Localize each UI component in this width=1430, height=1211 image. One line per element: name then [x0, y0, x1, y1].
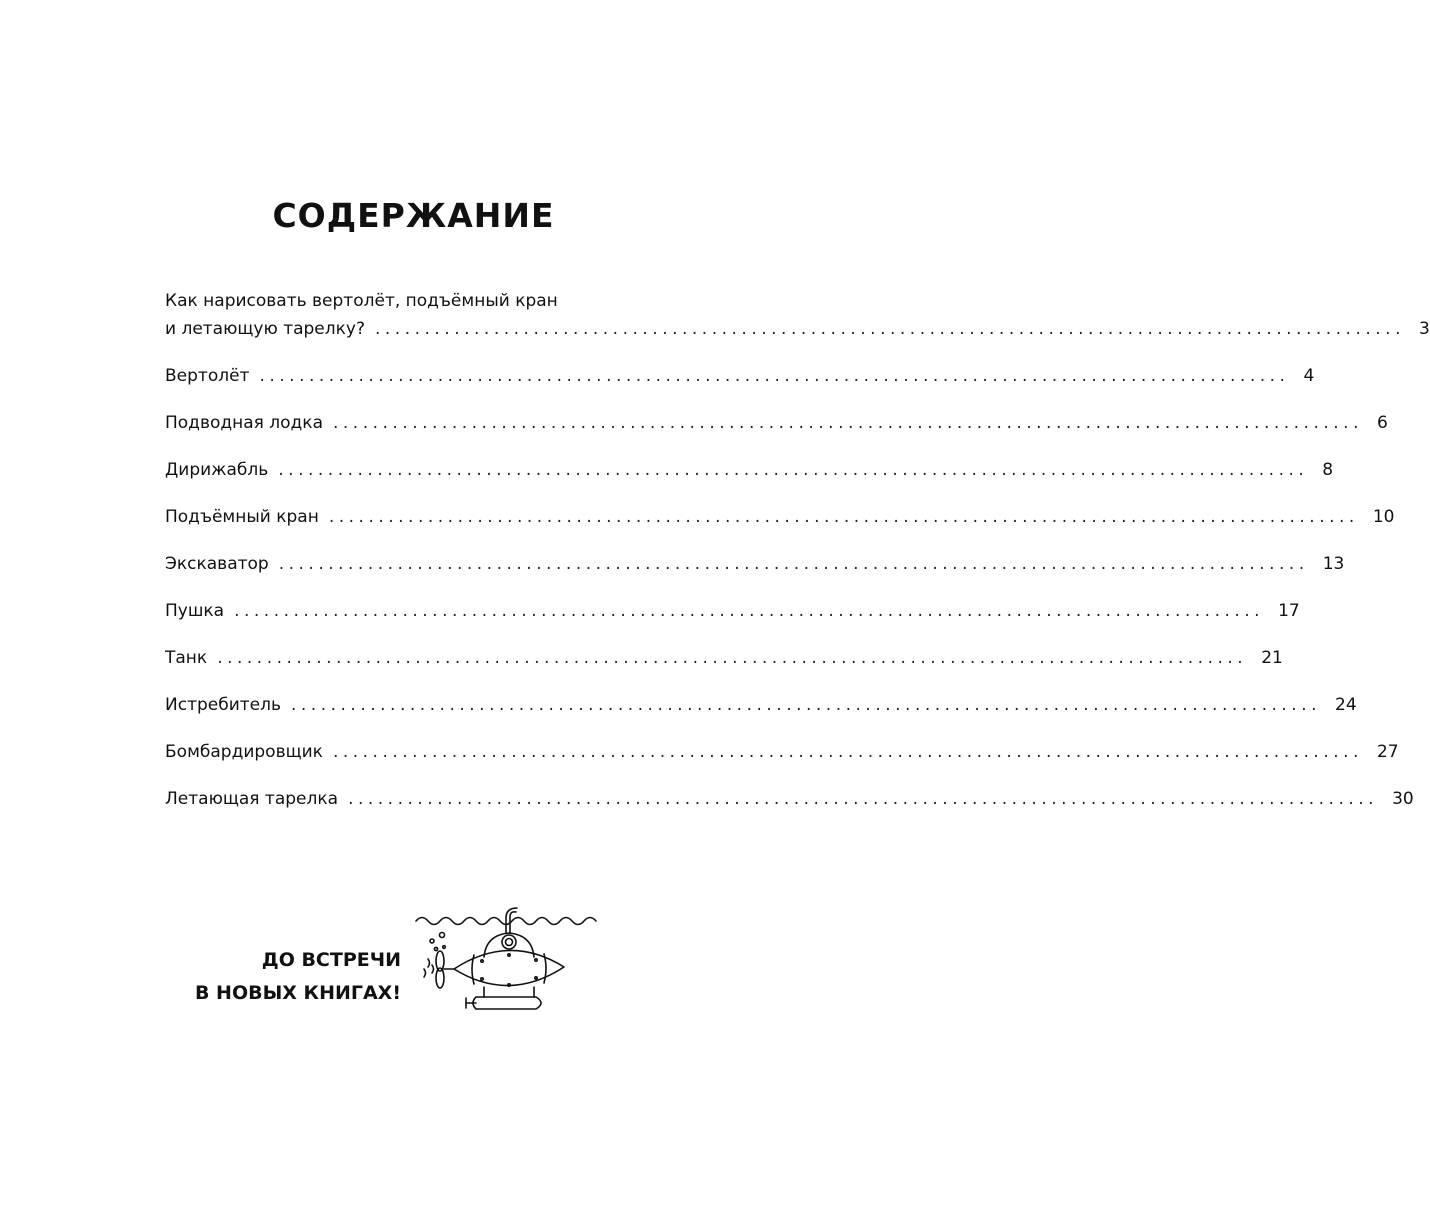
toc-entry-page: 17 [1278, 601, 1300, 621]
dot-leader: ........................................................................................................ [332, 413, 1363, 433]
toc-entry-page: 3 [1418, 319, 1430, 339]
toc-entry-page: 27 [1376, 742, 1399, 762]
toc-entry-page: 13 [1322, 554, 1345, 574]
toc-entry [165, 506, 1395, 528]
toc-entry [165, 553, 1345, 575]
toc-entry-page: 8 [1322, 460, 1334, 480]
toc-entry [165, 694, 1357, 716]
toc-entry-label: Летающая тарелка [165, 789, 339, 809]
toc-entry-label: Истребитель [165, 695, 281, 715]
dot-leader: ........................................................................................................ [291, 695, 1321, 715]
toc-entry [165, 600, 1300, 622]
toc-entry [165, 788, 1414, 810]
toc-entry-page: 30 [1392, 789, 1414, 809]
dot-leader: ........................................................................................................ [374, 319, 1405, 339]
toc-entry-line1: Как нарисовать вертолёт, подъёмный кран [165, 291, 558, 311]
toc-entry-page: 10 [1372, 507, 1395, 527]
toc-entry-label: Бомбардировщик [165, 742, 323, 762]
toc-entry [165, 365, 1315, 387]
dot-leader: ........................................................................................................ [217, 648, 1248, 668]
toc-entry-label: Танк [165, 648, 208, 668]
toc-entry-label: Вертолёт [165, 366, 250, 386]
dot-leader: ........................................................................................................ [332, 742, 1363, 762]
toc-entry-page: 6 [1376, 413, 1388, 433]
farewell-line2: В НОВЫХ КНИГАХ! [194, 982, 401, 1004]
toc-entry [165, 741, 1399, 763]
toc-entry-page: 4 [1303, 366, 1315, 386]
toc-entry-label: Пушка [165, 601, 225, 621]
dot-leader: ........................................................................................................ [259, 366, 1290, 386]
dot-leader: ........................................................................................................ [348, 789, 1379, 809]
toc-entry-page: 21 [1261, 648, 1283, 668]
toc-entry-label: Подводная лодка [165, 413, 323, 433]
dot-leader: ........................................................................................................ [328, 507, 1359, 527]
toc-entry-label: Дирижабль [165, 460, 269, 480]
dot-leader: ........................................................................................................ [278, 554, 1309, 574]
toc-entry-label: Подъёмный кран [165, 507, 319, 527]
toc-entry-page: 24 [1335, 695, 1357, 715]
submarine-icon [414, 905, 594, 1020]
farewell-text [195, 944, 401, 1010]
toc-entry [165, 318, 1430, 340]
toc-entry [165, 412, 1388, 434]
toc-entry [165, 459, 1334, 481]
toc-entry-label: и летающую тарелку? [165, 319, 365, 339]
dot-leader: ........................................................................................................ [234, 601, 1265, 621]
page-title: СОДЕРЖАНИЕ [272, 196, 555, 235]
farewell-line1: ДО ВСТРЕЧИ [261, 949, 401, 971]
toc-entry-label: Экскаватор [165, 554, 269, 574]
toc-entry [165, 647, 1283, 669]
dot-leader: ........................................................................................................ [278, 460, 1309, 480]
